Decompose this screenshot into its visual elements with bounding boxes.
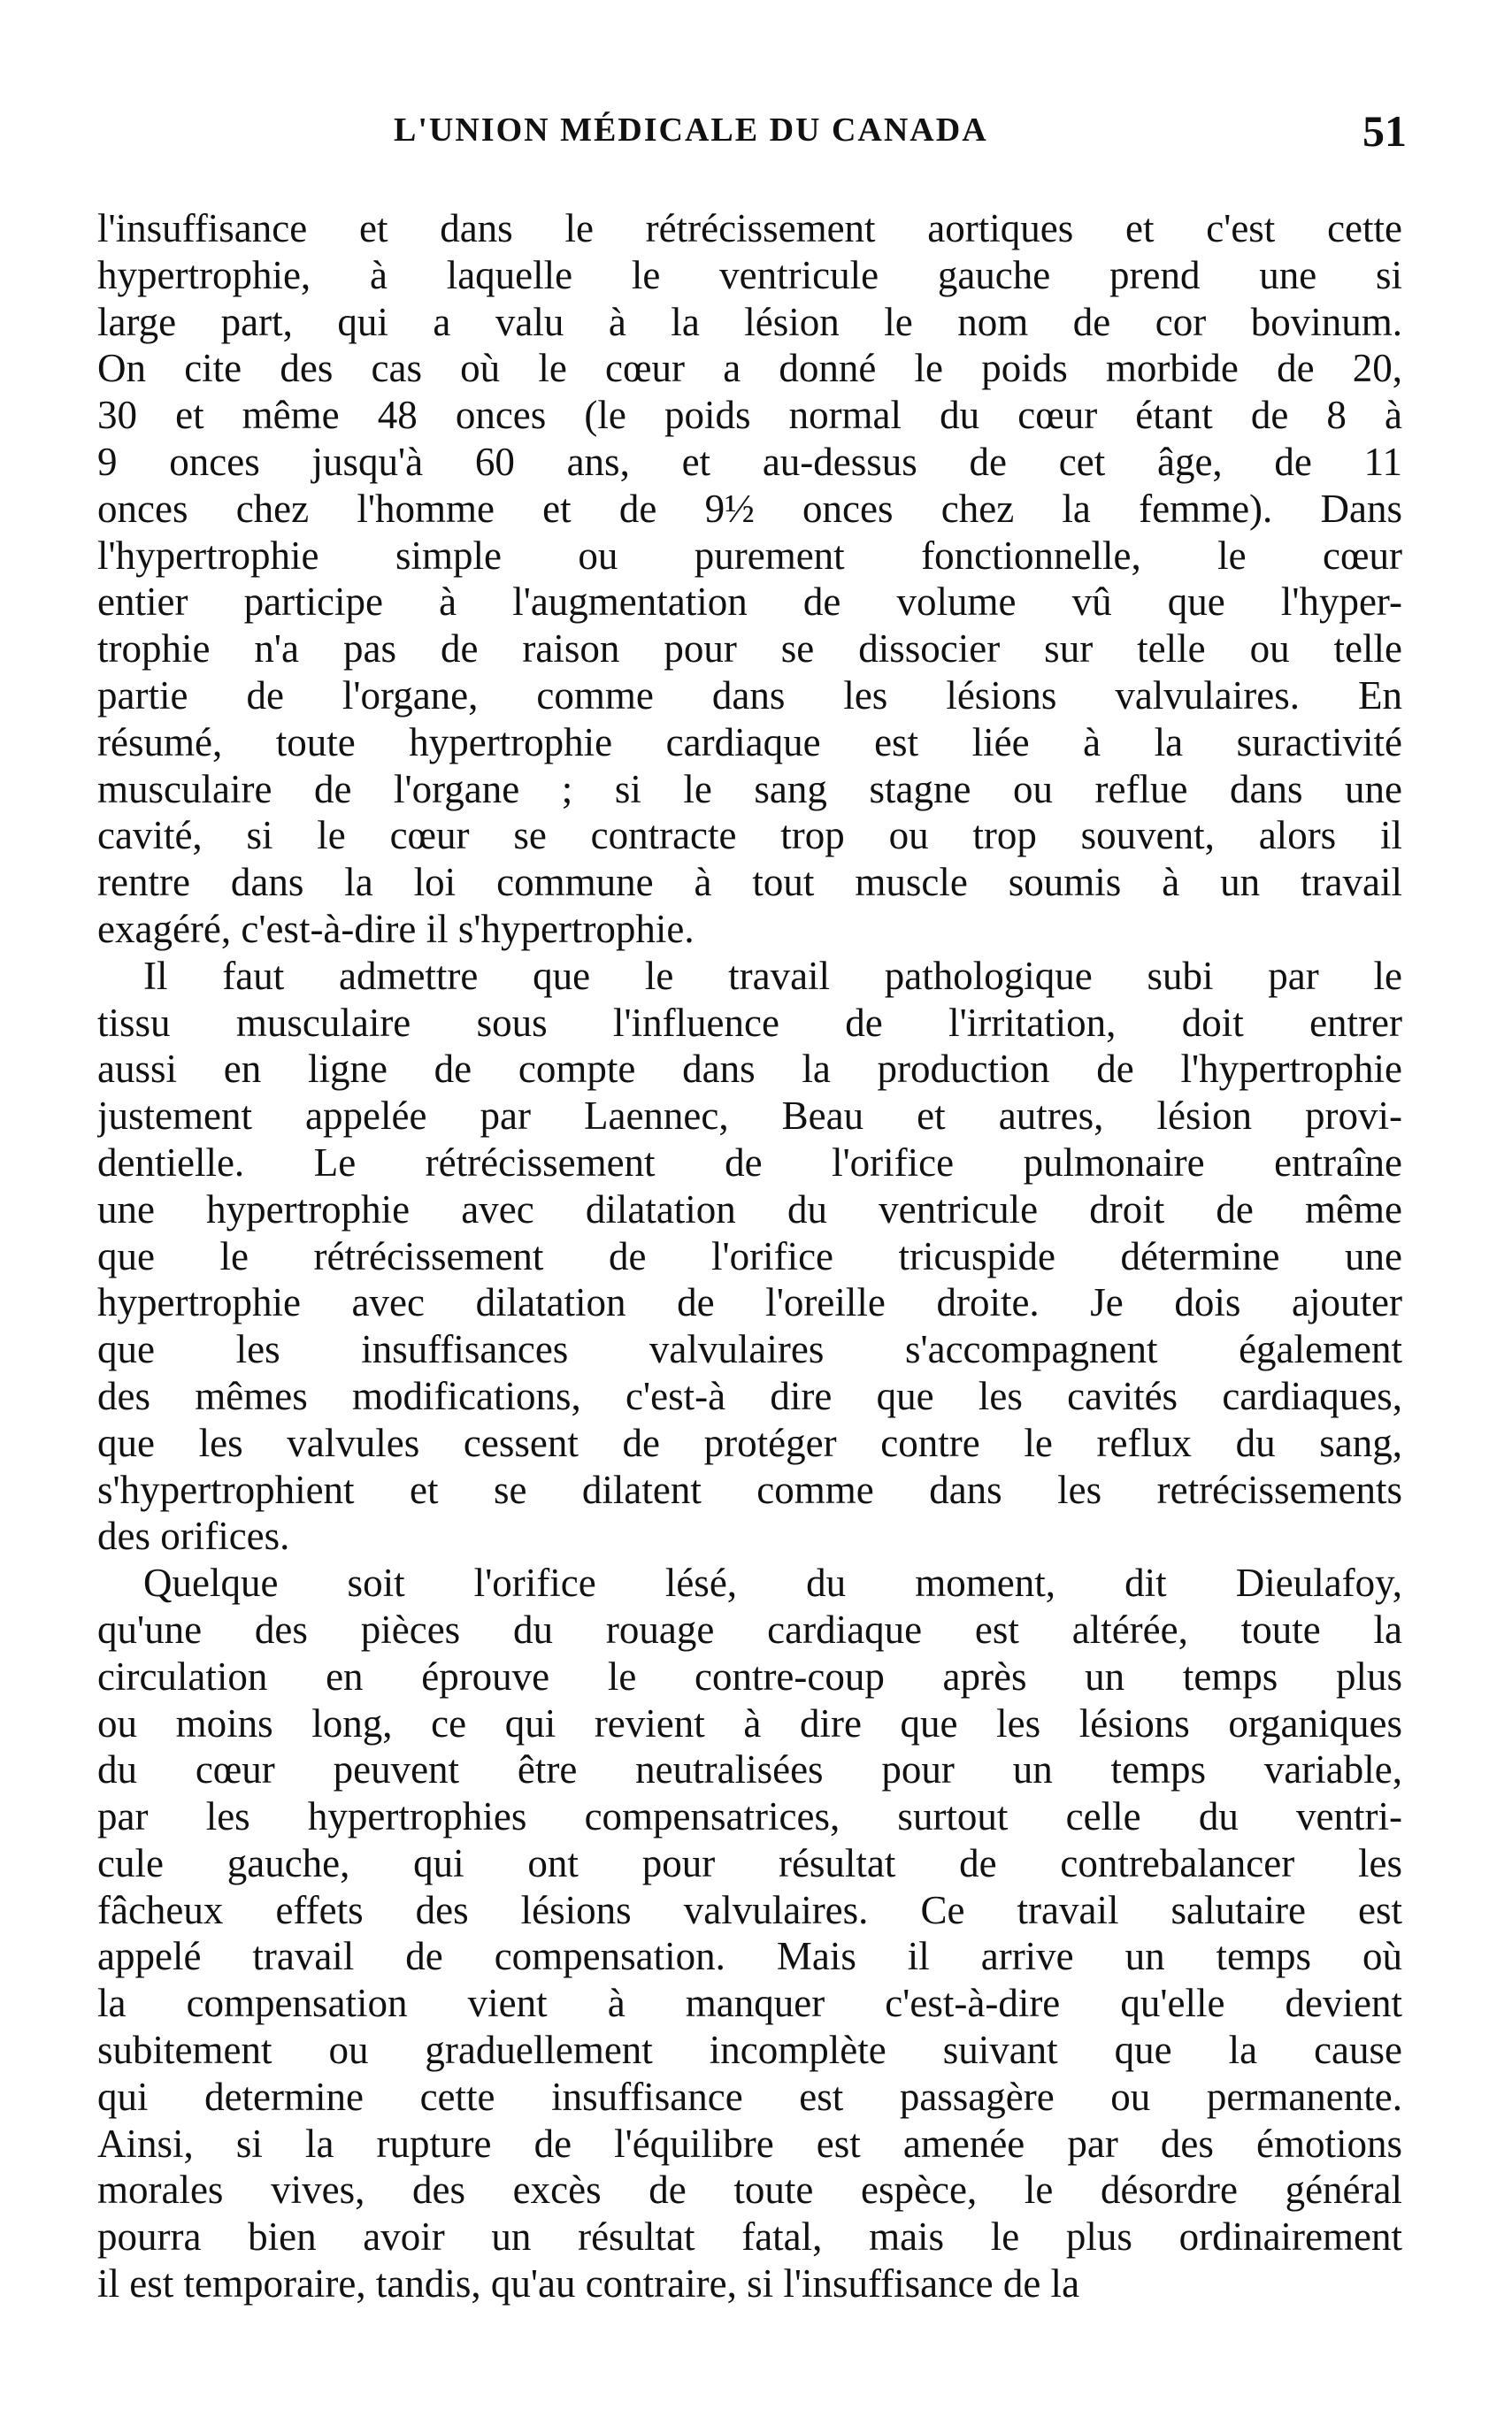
text-line: exagéré, c'est-à-dire il s'hypertrophie. [97, 906, 695, 951]
text-line: morales vives, des excès de toute espèce, le désordre général [97, 2168, 1402, 2213]
text-line: rentre dans la loi commune à tout muscle soumis à un travail [97, 860, 1402, 905]
text-line: des mêmes modifications, c'est-à dire que les cavités cardiaques, [97, 1373, 1402, 1418]
text-line: fâcheux effets des lésions valvulaires. Ce travail salutaire est [97, 1887, 1402, 1932]
text-line: résumé, toute hypertrophie cardiaque est liée à la suractivité [97, 719, 1402, 764]
text-line: tissu musculaire sous l'influence de l'irritation, doit entrer [97, 1000, 1402, 1045]
text-line: cule gauche, qui ont pour résultat de contrebalancer les [97, 1840, 1402, 1885]
text-line: circulation en éprouve le contre-coup après un temps plus [97, 1654, 1402, 1699]
text-line: Ainsi, si la rupture de l'équilibre est amenée par des émotions [97, 2121, 1402, 2166]
text-line: large part, qui a valu à la lésion le nom de cor bovinum. [97, 299, 1402, 344]
text-line: onces chez l'homme et de 9½ onces chez la femme). Dans [97, 486, 1402, 531]
text-line: une hypertrophie avec dilatation du ventricule droit de même [97, 1186, 1402, 1232]
text-line: justement appelée par Laennec, Beau et autres, lésion provi- [97, 1094, 1402, 1139]
paragraph [97, 1560, 1402, 2307]
text-line: que les insuffisances valvulaires s'accompagnent également [97, 1327, 1402, 1372]
text-line: hypertrophie, à laquelle le ventricule gauche prend une si [97, 252, 1402, 297]
text-line: s'hypertrophient et se dilatent comme dans les retrécissements [97, 1467, 1402, 1512]
text-line: qu'une des pièces du rouage cardiaque est altérée, toute la [97, 1607, 1402, 1652]
paragraph-container [97, 205, 1402, 2307]
text-line: pourra bien avoir un résultat fatal, mais le plus ordinairement [97, 2214, 1402, 2260]
text-line: que le rétrécissement de l'orifice tricuspide détermine une [97, 1233, 1402, 1278]
text-line: aussi en ligne de compte dans la production de l'hypertrophie [97, 1047, 1402, 1092]
text-line: l'hypertrophie simple ou purement fonctionnelle, le cœur [97, 533, 1402, 578]
text-line: cavité, si le cœur se contracte trop ou trop souvent, alors il [97, 813, 1402, 858]
running-header [80, 106, 1407, 164]
paragraph [97, 953, 1402, 1560]
text-line: Il faut admettre que le travail pathologique subi par le [143, 953, 1402, 998]
text-line: du cœur peuvent être neutralisées pour un temps variable, [97, 1747, 1402, 1792]
page-number: 51 [1362, 106, 1407, 156]
article-body [97, 205, 1402, 2307]
text-line: trophie n'a pas de raison pour se dissocier sur telle ou telle [97, 626, 1402, 672]
text-line: Quelque soit l'orifice lésé, du moment, dit Dieulafoy, [143, 1561, 1402, 1606]
text-line: musculaire de l'organe ; si le sang stagne ou reflue dans une [97, 766, 1402, 811]
text-line: l'insuffisance et dans le rétrécissement aortiques et c'est cette [97, 206, 1402, 250]
text-line: par les hypertrophies compensatrices, surtout celle du ventri- [97, 1794, 1402, 1839]
text-line: la compensation vient à manquer c'est-à-dire qu'elle devient [97, 1981, 1402, 2026]
text-line: On cite des cas où le cœur a donné le poids morbide de 20, [97, 346, 1402, 391]
running-title: L'UNION MÉDICALE DU CANADA [394, 111, 988, 149]
text-line: que les valvules cessent de protéger contre le reflux du sang, [97, 1420, 1402, 1465]
text-line: 9 onces jusqu'à 60 ans, et au-dessus de cet âge, de 11 [97, 439, 1402, 484]
text-line: il est temporaire, tandis, qu'au contraire, si l'insuffisance de la [97, 2261, 1080, 2306]
text-line: 30 et même 48 onces (le poids normal du cœur étant de 8 à [97, 393, 1402, 438]
text-line: qui determine cette insuffisance est passagère ou permanente. [97, 2074, 1402, 2119]
text-line: des orifices. [97, 1514, 290, 1559]
text-line: appelé travail de compensation. Mais il arrive un temps où [97, 1934, 1402, 1979]
text-line: dentielle. Le rétrécissement de l'orifice pulmonaire entraîne [97, 1140, 1402, 1185]
text-line: partie de l'organe, comme dans les lésions valvulaires. En [97, 672, 1402, 718]
text-line: ou moins long, ce qui revient à dire que les lésions organiques [97, 1700, 1402, 1746]
text-line: subitement ou graduellement incomplète suivant que la cause [97, 2028, 1402, 2073]
text-line: hypertrophie avec dilatation de l'oreille droite. Je dois ajouter [97, 1280, 1402, 1325]
text-line: entier participe à l'augmentation de volume vû que l'hyper- [97, 579, 1402, 625]
paragraph [97, 205, 1402, 953]
